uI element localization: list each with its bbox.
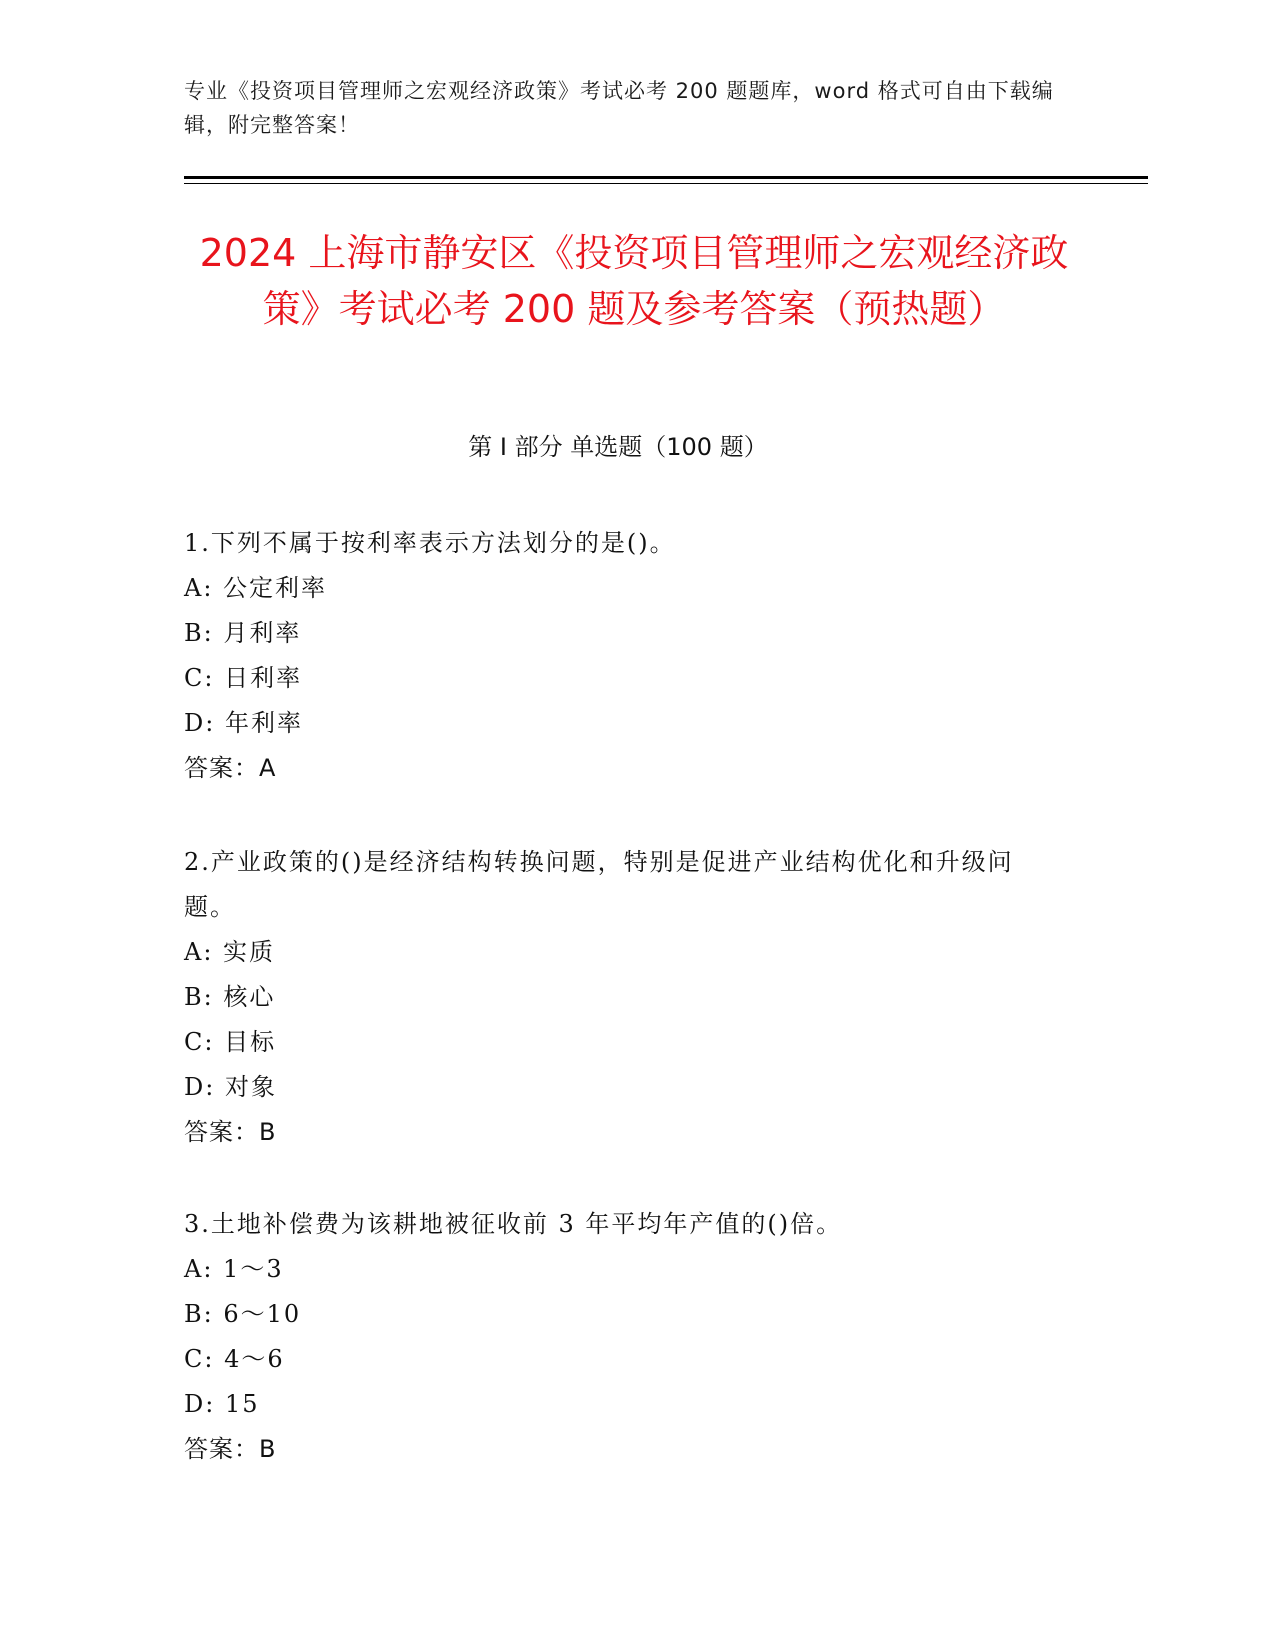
header-note: 专业《投资项目管理师之宏观经济政策》考试必考 200 题题库，word 格式可自由下载编辑，附完整答案！ xyxy=(184,79,1054,137)
header-rule-thin xyxy=(184,183,1148,184)
question-2 xyxy=(184,840,1064,1155)
option-a: A: 1～3 xyxy=(184,1255,284,1283)
question-3 xyxy=(184,1202,1064,1472)
answer: 答案：A xyxy=(184,754,277,782)
option-b: B: 核心 xyxy=(184,983,276,1011)
document-title: 2024 上海市静安区《投资项目管理师之宏观经济政策》考试必考 200 题及参考答案（预热题） xyxy=(199,231,1069,331)
answer: 答案：B xyxy=(184,1118,277,1146)
option-c: C: 日利率 xyxy=(184,664,303,692)
answer: 答案：B xyxy=(184,1435,277,1463)
option-c: C: 4～6 xyxy=(184,1345,285,1373)
question-stem: 1.下列不属于按利率表示方法划分的是()。 xyxy=(184,529,676,557)
option-d: D: 对象 xyxy=(184,1073,277,1101)
option-c: C: 目标 xyxy=(184,1028,277,1056)
option-d: D: 年利率 xyxy=(184,709,303,737)
option-a: A: 实质 xyxy=(184,938,276,966)
option-b: B: 6～10 xyxy=(184,1300,302,1328)
question-1 xyxy=(184,521,1064,791)
question-stem: 3.土地补偿费为该耕地被征收前 3 年平均年产值的()倍。 xyxy=(184,1210,843,1238)
section-title: 第 I 部分 单选题（100 题） xyxy=(468,433,768,461)
option-d: D: 15 xyxy=(184,1390,260,1418)
option-a: A: 公定利率 xyxy=(184,574,328,602)
header-rule-thick xyxy=(184,176,1148,179)
question-stem: 2.产业政策的()是经济结构转换问题，特别是促进产业结构优化和升级问题。 xyxy=(184,848,1014,921)
option-b: B: 月利率 xyxy=(184,619,302,647)
